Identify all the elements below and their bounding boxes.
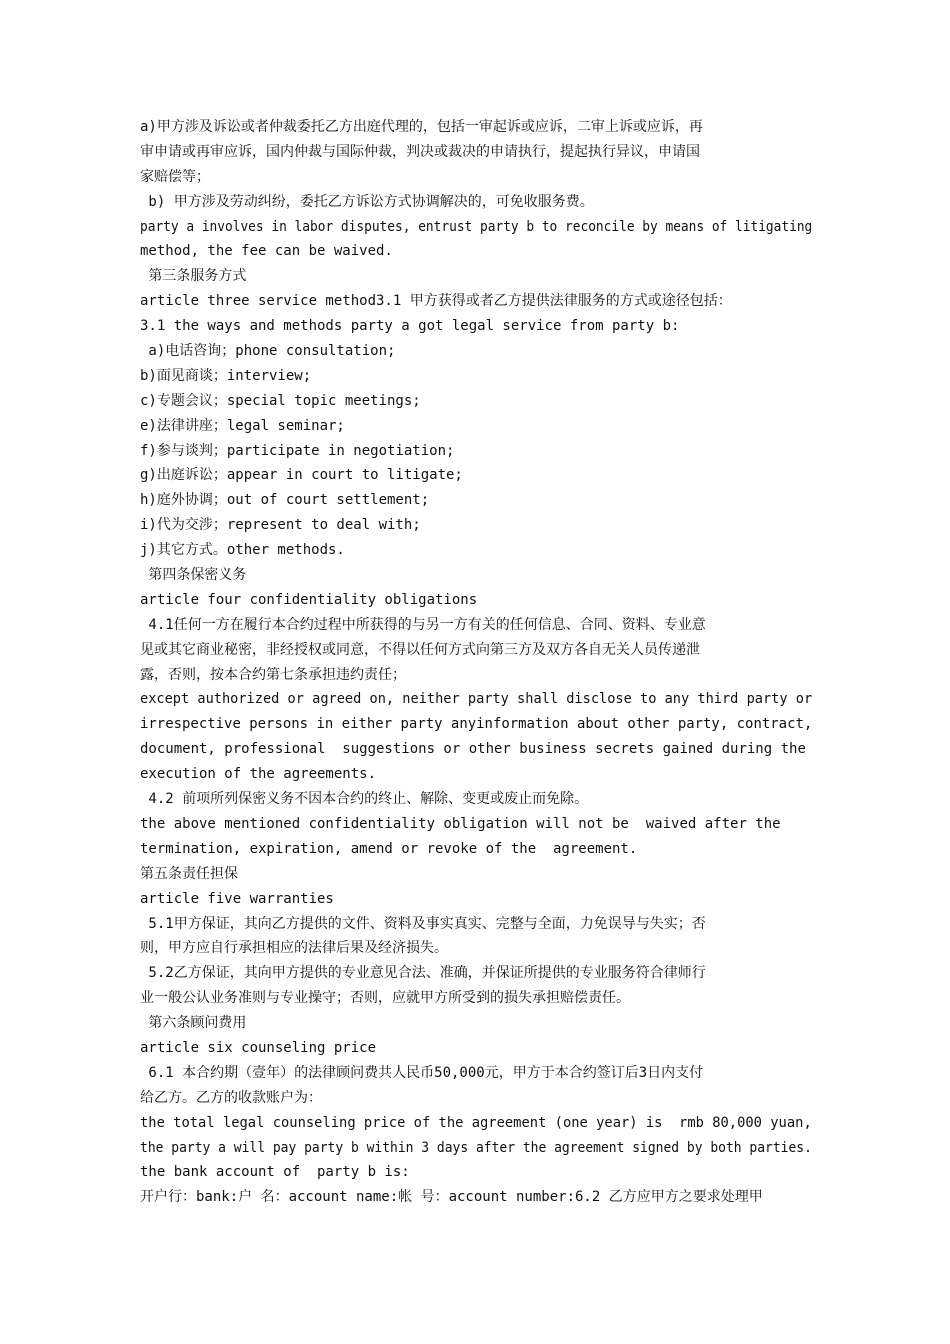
text-line: the above mentioned confidentiality obligation will not be waived after the (140, 815, 781, 832)
text-line: execution of the agreements. (140, 766, 377, 783)
text-line: 露，否则，按本合约第七条承担违约责任； (140, 666, 406, 683)
section-heading: 第三条服务方式 (140, 268, 247, 285)
text-line: 见或其它商业秘密，非经授权或同意，不得以任何方式向第三方及双方各自无关人员传递泄 (140, 641, 700, 658)
text-line: party a involves in labor disputes, entrust party b to reconcile by means of litigating (140, 218, 813, 235)
text-line: the total legal counseling price of the agreement (one year) is rmb 80,000 yuan, (140, 1114, 812, 1131)
text-line: 业一般公认业务准则与专业操守；否则，应就甲方所受到的损失承担赔偿责任。 (140, 990, 630, 1007)
text-line: irrespective persons in either party anyinformation about other party, contract, (140, 716, 813, 733)
section-heading: 第四条保密义务 (140, 567, 247, 584)
text-line: a)甲方涉及诉讼或者仲裁委托乙方出庭代理的，包括一审起诉或应诉，二审上诉或应诉，再 (140, 119, 703, 135)
list-item: e)法律讲座；legal seminar; (140, 417, 345, 434)
text-line: b) 甲方涉及劳动纠纷，委托乙方诉讼方式协调解决的，可免收服务费。 (140, 193, 594, 210)
text-line: 家赔偿等； (140, 168, 210, 185)
text-line: the bank account of party b is: (140, 1164, 410, 1181)
list-item: i)代为交涉；represent to deal with; (140, 517, 421, 534)
list-item: j)其它方式。other methods. (140, 542, 345, 559)
text-line: document, professional suggestions or other business secrets gained during the (140, 741, 806, 758)
text-line: article four confidentiality obligations (140, 591, 478, 608)
text-line: 6.1 本合约期（壹年）的法律顾问费共人民币50,000元，甲方于本合约签订后3日内支付 (140, 1064, 704, 1081)
text-line: article five warranties (140, 890, 334, 907)
text-line: 4.1任何一方在履行本合约过程中所获得的与另一方有关的任何信息、合同、资料、专业意 (140, 616, 706, 633)
list-item: g)出庭诉讼；appear in court to litigate; (140, 467, 463, 484)
list-item: b)面见商谈；interview; (140, 367, 312, 384)
text-line: 审申请或再审应诉，国内仲裁与国际仲裁，判决或裁决的申请执行，提起执行异议，申请国 (140, 143, 700, 160)
section-heading: 第五条责任担保 (140, 865, 238, 882)
list-item: a)电话咨询；phone consultation; (140, 343, 396, 360)
text-line: article three service method3.1 甲方获得或者乙方提供法律服务的方式或途径包括： (140, 293, 732, 310)
document-page (140, 115, 812, 1210)
text-line: the party a will pay party b within 3 days after the agreement signed by both parties. (140, 1139, 812, 1156)
text-line: 则，甲方应自行承担相应的法律后果及经济损失。 (140, 940, 448, 957)
text-line: 3.1 the ways and methods party a got legal service from party b: (140, 318, 680, 335)
text-line: termination, expiration, amend or revoke of the agreement. (140, 840, 638, 857)
text-line: 5.1甲方保证，其向乙方提供的文件、资料及事实真实、完整与全面，力免误导与失实；否 (140, 915, 706, 932)
text-line: 5.2乙方保证，其向甲方提供的专业意见合法、准确，并保证所提供的专业服务符合律师行 (140, 965, 706, 982)
list-item: h)庭外协调；out of court settlement; (140, 492, 430, 509)
text-line: 给乙方。乙方的收款账户为： (140, 1089, 322, 1106)
list-item: c)专题会议；special topic meetings; (140, 392, 421, 409)
section-heading: 第六条顾问费用 (140, 1015, 247, 1032)
list-item: f)参与谈判；participate in negotiation; (140, 442, 455, 459)
text-line: 4.2 前项所列保密义务不因本合约的终止、解除、变更或废止而免除。 (140, 791, 589, 808)
text-line: 开户行：bank:户 名：account name:帐 号：account number:6.2 乙方应甲方之要求处理甲 (140, 1189, 763, 1206)
text-line: article six counseling price (140, 1039, 377, 1056)
text-line: except authorized or agreed on, neither party shall disclose to any third party or (140, 691, 813, 708)
text-line: method, the fee can be waived. (140, 243, 393, 260)
